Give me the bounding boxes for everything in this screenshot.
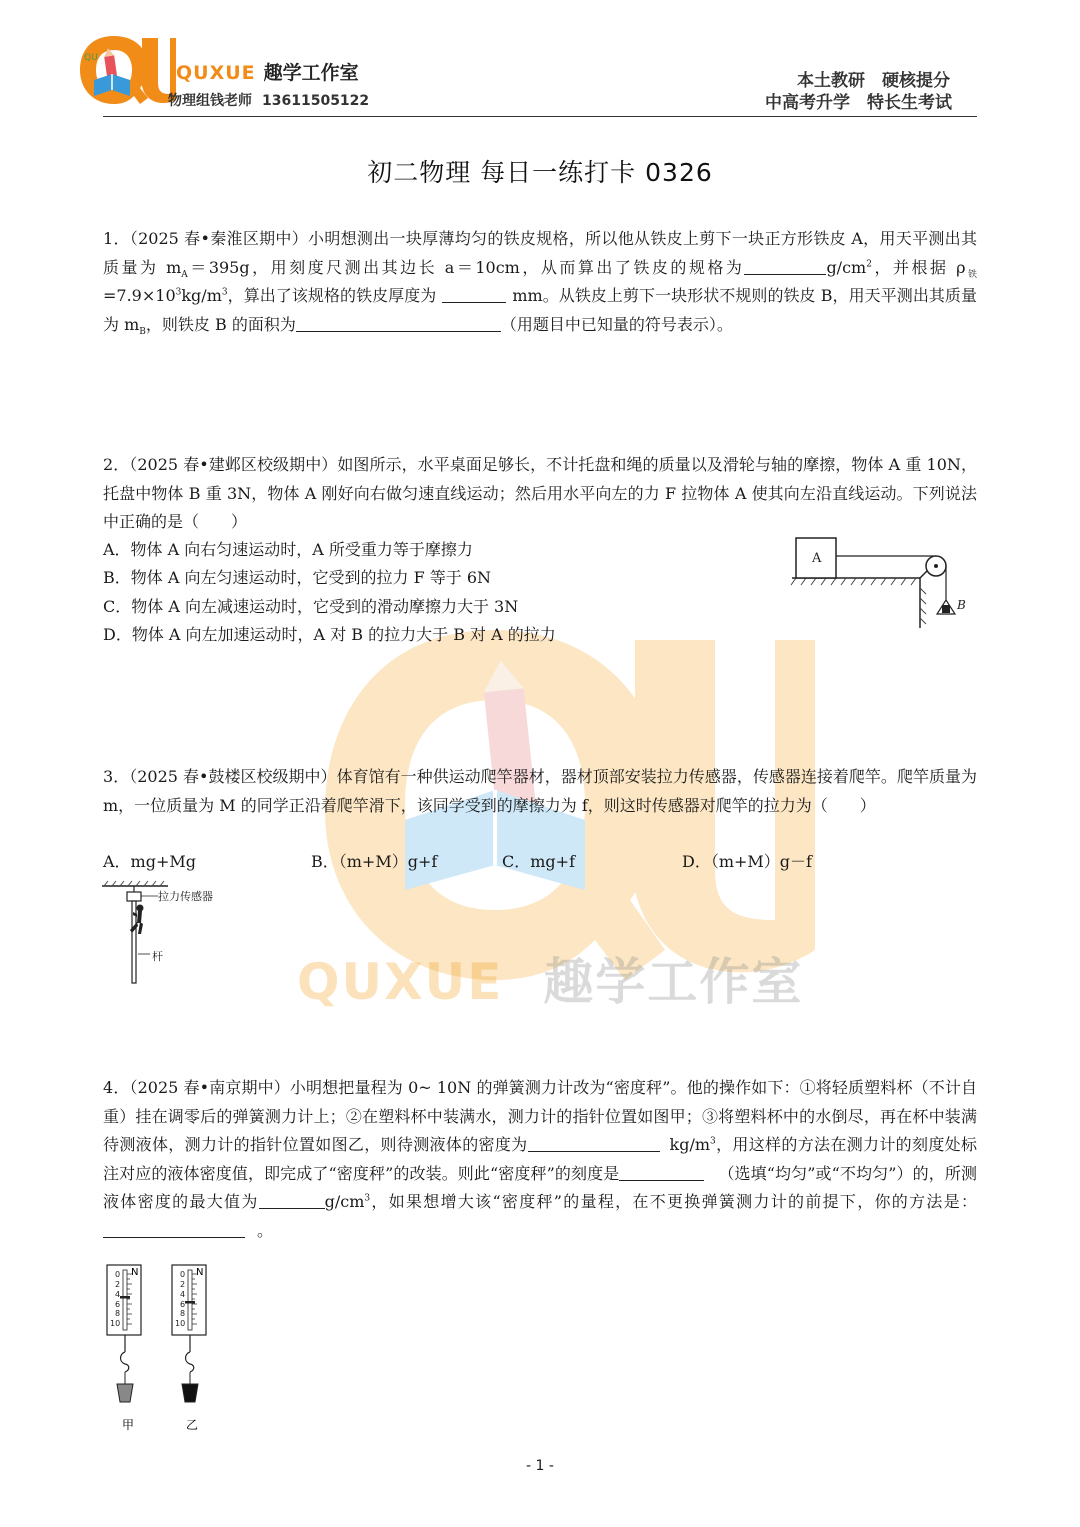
- q4-blank-density-b[interactable]: [604, 1133, 660, 1152]
- q4-spring-scale-figure: [100, 1258, 230, 1436]
- q1-unit2: mm。从铁皮上剪下一块形状不规则的铁皮 B，用天平测出其质量为 m: [103, 286, 977, 334]
- jia-tick-6: 6: [115, 1300, 121, 1309]
- jia-tick-8: 8: [115, 1309, 121, 1318]
- watermark-en: QUXUE: [297, 953, 504, 1011]
- q2-option-a[interactable]: A．物体 A 向右匀速运动时，A 所受重力等于摩擦力: [103, 540, 473, 559]
- q4-part5: 。: [257, 1220, 274, 1240]
- rod-label: 杆: [152, 950, 163, 963]
- question-1: [103, 225, 977, 339]
- q1-part2: ＝395g，用刻度尺测出其边长 a＝10cm，从而算出了铁皮的规格为: [187, 257, 745, 277]
- page-title: 初二物理 每日一练打卡 0326: [367, 158, 713, 187]
- q4-part2: ，用这样的方法在测力计的刻度处标注对应的液体密度值，即完成了“密度秤”的改装。则此“密度秤”的刻度是: [103, 1135, 977, 1183]
- yi-tick-4: 4: [180, 1290, 186, 1299]
- q4-part1: 4．（2025 春•南京期中）小明想把量程为 0~ 10N 的弹簧测力计改为“密度秤”。他的操作如下：①将轻质塑料杯（不计自重）挂在调零后的弹簧测力计上；②在塑料杯中装满水，测力计的指针位置如图甲；③将塑料杯中的水倒尽，再在杯中装满待测液体，测力计的指针位置如图乙，则待测液体的密度为: [103, 1078, 977, 1154]
- q1-sub-a: A: [181, 269, 188, 280]
- svg-text:QU: QU: [84, 53, 98, 63]
- scale-jia-unit: N: [131, 1267, 139, 1278]
- question-2-stem: 2．（2025 春•建邺区校级期中）如图所示，水平桌面足够长，不计托盘和绳的质量以及滑轮与轴的摩擦，物体 A 重 10N，托盘中物体 B 重 3N，物体 A 刚好向右做匀速直线运动；然后用水平向左的力 F 拉物体 A 使其向左沿直线运动。下列说法中正确的是（ ）: [103, 455, 977, 531]
- q4-blank-uniform[interactable]: [619, 1162, 704, 1181]
- slogan-line-1: 本土教研 硬核提分: [797, 71, 950, 91]
- q2-option-c[interactable]: C．物体 A 向左减速运动时，它受到的滑动摩擦力大于 3N: [103, 597, 519, 616]
- header-divider: [103, 116, 977, 117]
- jia-tick-4: 4: [115, 1290, 121, 1299]
- q1-blank-area[interactable]: [296, 313, 501, 332]
- brand-cn: 趣学工作室: [263, 62, 359, 84]
- teacher-name: 物理组钱老师: [168, 93, 252, 109]
- q1-part8: （用题目中已知量的符号表示）。: [500, 314, 733, 334]
- teacher-phone: 13611505122: [262, 93, 370, 109]
- force-sensor: [127, 892, 141, 901]
- question-1-text: [103, 225, 977, 339]
- q1-part3: ，并根据 ρ: [871, 257, 966, 277]
- q3-option-c[interactable]: C．mg+f: [502, 852, 575, 871]
- page-number: - 1 -: [526, 1458, 554, 1474]
- yi-tick-6: 6: [180, 1300, 186, 1309]
- sensor-label: 拉力传感器: [158, 890, 213, 903]
- q2-pulley-figure: [788, 530, 973, 635]
- q1-part5: kg/m: [181, 286, 222, 305]
- block-a-label: A: [812, 551, 822, 566]
- teacher-contact: [168, 90, 369, 110]
- tray-b-label: B: [957, 598, 966, 612]
- q1-part7: ，则铁皮 B 的面积为: [145, 314, 296, 334]
- question-2: [103, 451, 977, 537]
- jia-tick-2: 2: [115, 1280, 121, 1289]
- q4-sup-kgm3: 3: [710, 1136, 716, 1147]
- q2-option-b[interactable]: B．物体 A 向左匀速运动时，它受到的拉力 F 等于 6N: [103, 568, 492, 587]
- question-3-stem: 3．（2025 春•鼓楼区校级期中）体育馆有一种供运动爬竿器材，器材顶部安装拉力传感器，传感器连接着爬竿。爬竿质量为 m，一位质量为 M 的同学正沿着爬竿滑下，该同学受到的摩擦力为 f，则这时传感器对爬竿的拉力为（ ）: [103, 767, 977, 815]
- watermark-cn: 趣学工作室: [543, 953, 804, 1011]
- pointer-jia: [120, 1296, 130, 1299]
- spring-scale-yi: [172, 1265, 206, 1432]
- q4-unit-gcm3: g/cm: [324, 1192, 365, 1211]
- slogan-line-2: 中高考升学 特长生考试: [765, 93, 952, 113]
- q1-sub-tie: 铁: [965, 269, 977, 280]
- q1-sub-b: B: [139, 326, 146, 337]
- cup-with-water: [117, 1384, 133, 1402]
- q1-part4: =7.9×10: [103, 286, 176, 305]
- q4-sup-gcm3: 3: [364, 1193, 371, 1204]
- q1-blank-thickness[interactable]: [442, 284, 506, 303]
- caption-yi: 乙: [186, 1418, 199, 1432]
- q4-blank-density-a[interactable]: [528, 1133, 604, 1152]
- q1-blank-spec[interactable]: [744, 256, 826, 275]
- q1-sup3: 3: [175, 287, 182, 298]
- quxue-logo: [76, 30, 176, 110]
- q3-climbing-pole-figure: [100, 878, 230, 988]
- q1-part6: ，算出了该规格的铁皮厚度为: [227, 286, 437, 305]
- q4-part4: ，如果想增大该“密度秤”的量程，在不更换弹簧测力计的前提下，你的方法是：: [370, 1192, 977, 1211]
- jia-tick-0: 0: [115, 1270, 121, 1279]
- pointer-yi: [185, 1301, 195, 1304]
- q4-blank-method[interactable]: [103, 1219, 245, 1238]
- brand-name: [176, 58, 359, 85]
- q4-blank-max-density[interactable]: [259, 1190, 325, 1209]
- q1-sup2: 2: [866, 259, 872, 270]
- question-3: [103, 763, 977, 820]
- q4-unit-kgm3: kg/m: [669, 1135, 711, 1154]
- q1-part1: 1．（2025 春•秦淮区期中）小明想测出一块厚薄均匀的铁皮规格，所以他从铁皮上剪下一块正方形铁皮 A，用天平测出其质量为 m: [103, 229, 977, 277]
- jia-tick-10: 10: [110, 1319, 121, 1328]
- q1-unit1: g/cm: [826, 257, 867, 277]
- q3-option-b[interactable]: B．（m+M）g+f: [311, 852, 438, 871]
- q2-option-d[interactable]: D．物体 A 向左加速运动时，A 对 B 的拉力大于 B 对 A 的拉力: [103, 625, 556, 644]
- scale-yi-unit: N: [196, 1267, 204, 1278]
- yi-tick-8: 8: [180, 1309, 186, 1318]
- yi-tick-10: 10: [175, 1319, 186, 1328]
- cup-with-liquid: [182, 1384, 198, 1402]
- q1-sup3b: 3: [221, 287, 228, 298]
- watermark-text: [297, 942, 803, 1014]
- yi-tick-0: 0: [180, 1270, 186, 1279]
- brand-en: QUXUE: [176, 62, 256, 84]
- spring-scale-jia: [107, 1265, 141, 1432]
- question-4-text: [103, 1074, 977, 1245]
- question-4: [103, 1074, 977, 1245]
- q3-option-a[interactable]: A．mg+Mg: [103, 852, 197, 871]
- yi-tick-2: 2: [180, 1280, 186, 1289]
- caption-jia: 甲: [122, 1418, 135, 1432]
- q3-option-d[interactable]: D．（m+M）g－f: [682, 852, 812, 871]
- q4-part3: （选填“均匀”或“不均匀”）的，所测液体密度的最大值为: [103, 1163, 977, 1211]
